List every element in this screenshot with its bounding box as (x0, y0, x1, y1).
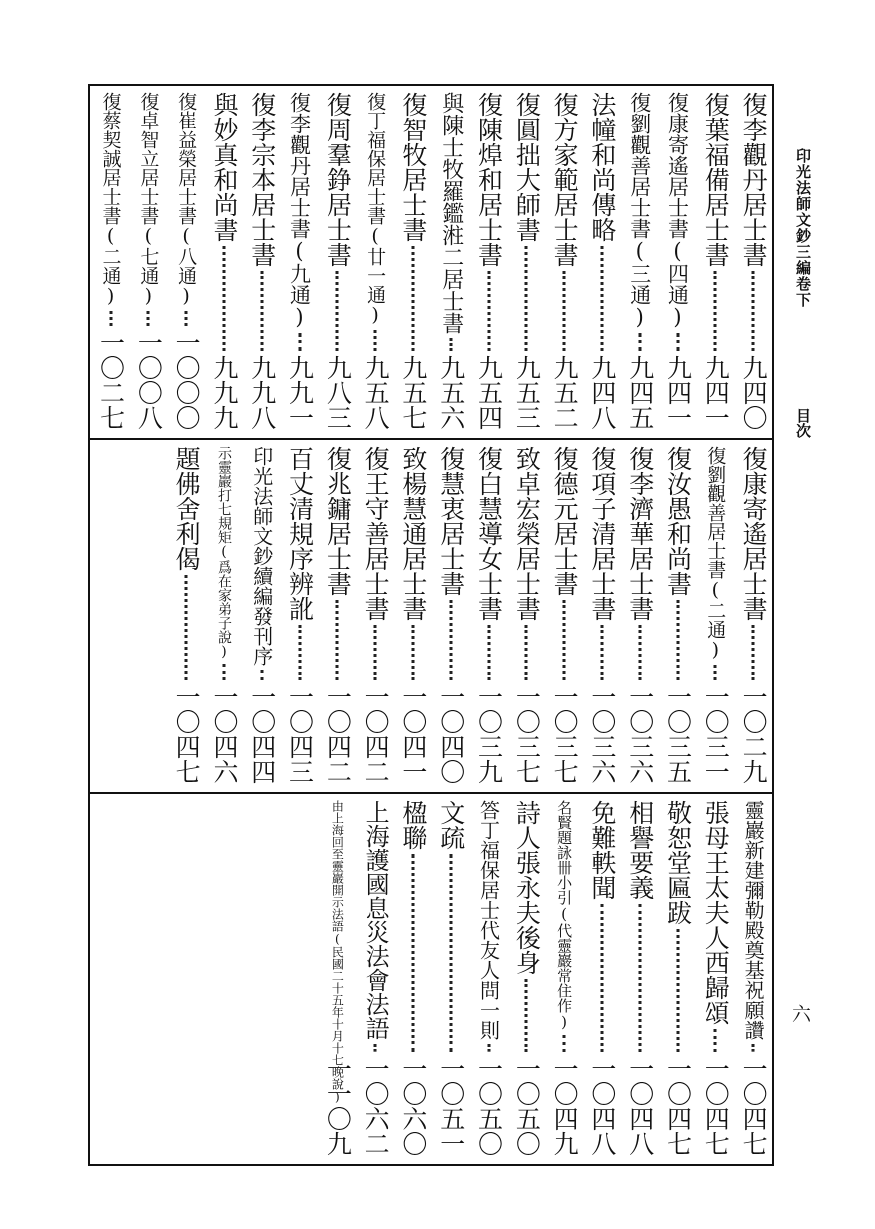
toc-entry-title: 楹聯 (398, 800, 428, 850)
leader-dots (525, 625, 528, 680)
leader-dots (487, 271, 490, 351)
leader-dots (185, 575, 188, 680)
leader-dots (336, 600, 339, 680)
toc-entry (583, 794, 621, 1164)
toc-entry-page: 一〇四一 (398, 684, 428, 784)
toc-entry-title: 答丁福保居士代友人問一則 (476, 800, 501, 1040)
toc-entry (507, 86, 545, 438)
leader-dots (336, 271, 339, 351)
toc-entry-title: 復康寄遙居士書 (739, 446, 769, 621)
leader-dots (752, 271, 755, 351)
leader-dots (676, 929, 679, 1052)
page-number: 六 (789, 1004, 811, 1023)
toc-entry (281, 86, 319, 438)
toc-entry (356, 86, 394, 438)
toc-entry-page: 九四八 (587, 355, 617, 430)
toc-entry-page: 九九九 (209, 355, 239, 430)
toc-entry (621, 86, 659, 438)
leader-dots (260, 271, 263, 351)
toc-entry-title: 與妙真和尚書 (209, 92, 239, 242)
leader-dots (714, 271, 717, 351)
toc-entry-page: 九四一 (701, 355, 731, 430)
toc-entry-title: 復康寄遙居士書(四通) (665, 92, 690, 329)
toc-entry-title: 印光法師文鈔續編發刊序 (249, 446, 274, 666)
toc-entry (318, 86, 356, 438)
toc-entry-title: 名賢題詠卌小引(代靈巖常住作) (555, 800, 574, 1031)
leader-dots (298, 625, 301, 680)
toc-entry-page: 一〇四二 (361, 684, 391, 784)
toc-entry-title: 詩人張永夫後身 (512, 800, 542, 975)
toc-entry (394, 86, 432, 438)
toc-entry-page: 九五二 (550, 355, 580, 430)
leader-dots (411, 625, 414, 680)
toc-entry-title: 復圓拙大師書 (512, 92, 542, 242)
toc-entry-page: 九五八 (361, 355, 391, 430)
toc-entry-title: 致卓宏榮居士書 (512, 446, 542, 621)
toc-bottom-section (90, 794, 772, 1164)
toc-entry-title: 復智牧居士書 (398, 92, 428, 242)
toc-entry-page: 一〇四八 (587, 1056, 617, 1156)
toc-entry-page: 一〇四八 (625, 1056, 655, 1156)
toc-entry (734, 440, 772, 792)
toc-entry (507, 794, 545, 1164)
toc-entry-title: 復丁福保居士書(廿一通) (364, 92, 387, 326)
toc-entry-title: 與陳士牧羅鑑㴤二居士書 (438, 92, 464, 334)
toc-entry-page: 一〇二九 (739, 684, 769, 784)
leader-dots (411, 854, 414, 1052)
leader-dots (752, 625, 755, 680)
leader-dots (449, 338, 452, 351)
toc-entry-page: 一〇三七 (550, 684, 580, 784)
toc-entry-page: 一〇四七 (701, 1056, 731, 1156)
leader-dots (714, 1029, 717, 1052)
leader-dots (487, 625, 490, 680)
toc-entry (205, 86, 243, 438)
toc-entry-title: 免難軼聞 (587, 800, 617, 900)
leader-dots (563, 271, 566, 351)
toc-entry-page: 一〇四六 (209, 684, 239, 784)
toc-entry (432, 86, 470, 438)
leader-dots (374, 1044, 377, 1052)
leader-dots (676, 333, 679, 351)
leader-dots (525, 246, 528, 351)
toc-top-section (90, 86, 772, 438)
toc-entry-title: 復方家範居士書 (550, 92, 580, 267)
leader-dots (714, 665, 717, 680)
toc-entry-title: 靈巖新建彌勒殿奠基祝願讚 (741, 800, 766, 1040)
toc-entry (167, 86, 205, 438)
leader-dots (222, 246, 225, 351)
toc-entry (356, 440, 394, 792)
running-head (780, 90, 814, 1166)
toc-entry-title: 示靈巖打七規矩(爲在家弟子說) (215, 446, 232, 660)
toc-entry (356, 794, 394, 1164)
toc-entry (659, 86, 697, 438)
toc-entry-page: 一〇三六 (625, 684, 655, 784)
toc-entry-page: 一〇六〇 (398, 1056, 428, 1156)
toc-entry (281, 440, 319, 792)
leader-dots (600, 904, 603, 1052)
toc-entry-title: 復兆鏞居士書 (323, 446, 353, 596)
toc-entry-title: 文疏 (436, 800, 466, 850)
toc-entry-title: 復慧衷居士書 (436, 446, 466, 596)
toc-entry-page: 一〇四三 (285, 684, 315, 784)
toc-entry-title: 復劉觀善居士書(三通) (627, 92, 652, 329)
toc-entry-page: 九九八 (247, 355, 277, 430)
toc-entry-title: 復陳㷆和居士書 (474, 92, 504, 267)
toc-entry-page: 九八三 (323, 355, 353, 430)
leader-dots (525, 979, 528, 1052)
toc-entry (659, 440, 697, 792)
toc-entry-page: 一〇四〇 (436, 684, 466, 784)
toc-entry-page: 九四一 (663, 355, 693, 430)
toc-entry (129, 86, 167, 438)
toc-entry-page: 九五四 (474, 355, 504, 430)
toc-entry-title: 題佛舍利偈 (172, 446, 202, 571)
toc-entry (470, 794, 508, 1164)
toc-entry (243, 86, 281, 438)
toc-entry (696, 794, 734, 1164)
toc-entry-title: 復項子清居士書 (587, 446, 617, 621)
toc-entry (507, 440, 545, 792)
toc-entry (583, 440, 621, 792)
toc-entry (734, 86, 772, 438)
toc-entry (394, 794, 432, 1164)
toc-entry-page: 九四五 (625, 355, 655, 430)
section-label: 目次 (794, 408, 812, 438)
leader-dots (449, 854, 452, 1052)
toc-entry (243, 440, 281, 792)
toc-entry (167, 440, 205, 792)
toc-entry-title: 復蔡契誠居士書(二通) (99, 92, 122, 307)
toc-entry (432, 440, 470, 792)
leader-dots (563, 600, 566, 680)
leader-dots (752, 1044, 755, 1052)
leader-dots (449, 600, 452, 680)
leader-dots (487, 1044, 490, 1052)
toc-entry-page: 一〇四七 (172, 684, 202, 784)
leader-dots (109, 311, 112, 326)
leader-dots (638, 904, 641, 1052)
toc-entry-page: 一〇四九 (550, 1056, 580, 1156)
toc-entry-title: 上海護國息災法會法語 (361, 800, 390, 1040)
leader-dots (411, 246, 414, 351)
toc-entry-page: 一一〇九 (323, 1056, 353, 1156)
toc-entry-title: 復周羣錚居士書 (323, 92, 353, 267)
leader-dots (374, 625, 377, 680)
toc-entry-title: 復李觀丹居士書 (739, 92, 769, 267)
toc-entry-page: 一〇五一 (436, 1056, 466, 1156)
toc-entry-title: 復李濟華居士書 (625, 446, 655, 621)
toc-entry (734, 794, 772, 1164)
leader-dots (185, 311, 188, 326)
toc-entry (545, 440, 583, 792)
toc-entry-page: 九九一 (285, 355, 315, 430)
toc-entry (659, 794, 697, 1164)
toc-entry-page: 一〇三六 (587, 684, 617, 784)
leader-dots (600, 246, 603, 351)
toc-entry-page: 九四〇 (739, 355, 769, 430)
toc-entry-page: 一〇三五 (663, 684, 693, 784)
toc-entry-title: 由上海回至靈巖開示法語(民國二十五年十月十七晚說) (330, 800, 345, 1104)
toc-entry-title: 復德元居士書 (550, 446, 580, 596)
leader-dots (600, 625, 603, 680)
toc-entry-page: 一〇〇八 (134, 330, 164, 430)
toc-entry-title: 復李宗本居士書 (247, 92, 277, 267)
toc-entry-page: 一〇三九 (474, 684, 504, 784)
toc-entry-title: 致楊慧通居士書 (398, 446, 428, 621)
leader-dots (638, 333, 641, 351)
toc-entry (583, 86, 621, 438)
toc-entry (394, 440, 432, 792)
leader-dots (563, 1035, 566, 1052)
toc-entry-title: 復葉福備居士書 (701, 92, 731, 267)
toc-entry (205, 440, 243, 792)
leader-dots (638, 625, 641, 680)
toc-entry-page: 九五三 (512, 355, 542, 430)
toc-entry (621, 440, 659, 792)
toc-entry-page: 一〇四七 (739, 1056, 769, 1156)
toc-entry-title: 相譽要義 (625, 800, 655, 900)
toc-entry (470, 440, 508, 792)
leader-dots (298, 333, 301, 351)
leader-dots (374, 330, 377, 351)
toc-entry-page: 一〇四四 (247, 684, 277, 784)
leader-dots (222, 664, 225, 680)
toc-entry (318, 440, 356, 792)
toc-entry-page: 九五六 (436, 355, 466, 430)
toc-entry (621, 794, 659, 1164)
toc-entry-page: 一〇二七 (96, 330, 126, 430)
toc-entry-page: 一〇六二 (361, 1056, 391, 1156)
toc-entry (432, 794, 470, 1164)
toc-middle-section (90, 440, 772, 792)
toc-entry (545, 86, 583, 438)
toc-entry-title: 復卓智立居士書(七通) (137, 92, 160, 307)
toc-entry (545, 794, 583, 1164)
toc-entry-title: 復李觀丹居士書(九通) (287, 92, 312, 329)
toc-entry-title: 復劉觀善居士書(二通) (704, 446, 727, 661)
toc-entry (696, 86, 734, 438)
toc-entry-page: 一〇四二 (323, 684, 353, 784)
toc-entry-title: 張母王太夫人西歸頌 (701, 800, 731, 1025)
toc-entry-title: 敬恕堂匾跋 (663, 800, 693, 925)
toc-entry-title: 復白慧導女士書 (474, 446, 504, 621)
toc-entry-page: 一〇〇〇 (172, 330, 202, 430)
toc-entry-title: 復崔益榮居士書(八通) (175, 92, 198, 307)
toc-entry (92, 86, 130, 438)
toc-entry-page: 九五七 (398, 355, 428, 430)
leader-dots (260, 670, 263, 680)
toc-entry-title: 法幢和尚傳略 (587, 92, 617, 242)
toc-entry (470, 86, 508, 438)
toc-entry-title: 復汝愚和尚書 (663, 446, 693, 596)
toc-entry-title: 復王守善居士書 (361, 446, 391, 621)
toc-entry-page: 一〇三七 (512, 684, 542, 784)
leader-dots (147, 311, 150, 326)
toc-entry-page: 一〇五〇 (512, 1056, 542, 1156)
toc-entry-page: 一〇五〇 (474, 1056, 504, 1156)
toc-entry-title: 百丈清規序辨訛 (285, 446, 315, 621)
toc-entry-page: 一〇四七 (663, 1056, 693, 1156)
book-title: 印光法師文鈔三編卷下 (794, 148, 812, 308)
toc-entry-page: 一〇三一 (701, 684, 731, 784)
toc-entry (696, 440, 734, 792)
toc-entry (318, 794, 356, 1164)
leader-dots (676, 600, 679, 680)
